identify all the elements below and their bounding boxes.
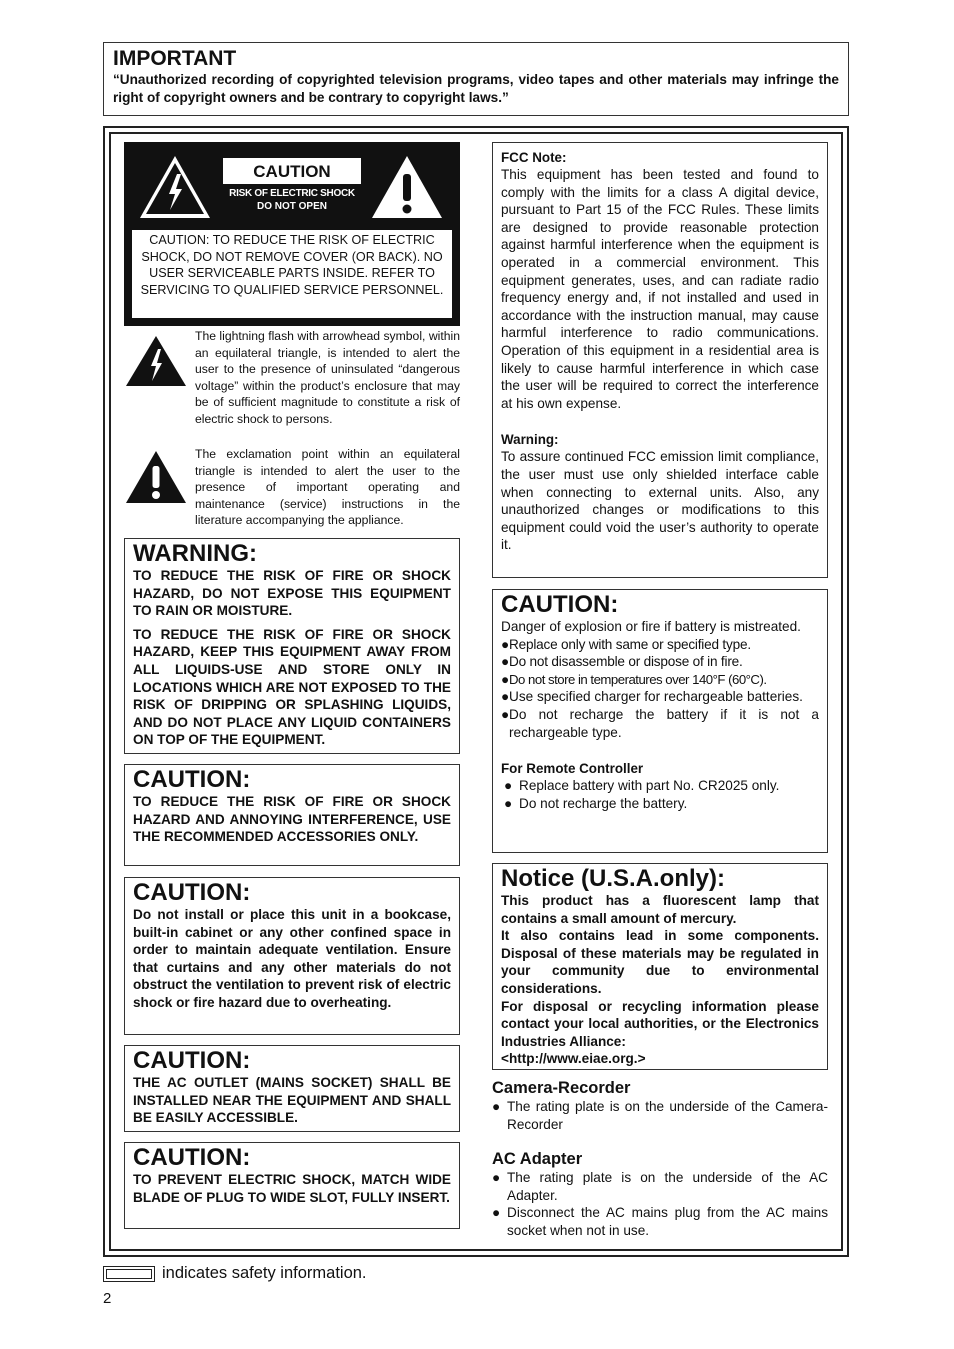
bullet-icon: ● xyxy=(501,706,510,722)
caution-plug-box xyxy=(124,1142,460,1229)
warning-title: WARNING: xyxy=(133,540,257,567)
caution-outlet-box xyxy=(124,1045,460,1132)
battery-caution-box xyxy=(492,589,828,853)
notice-url: <http://www.eiae.org.> xyxy=(501,1051,646,1067)
fcc-warning-text: To assure continued FCC emission limit compliance, the user must use only shielded interface cable when connecting to external units. Also, any unauthorized changes or modifications to this equipment could void the user’s authority to operate it. xyxy=(501,449,819,553)
battery-caution-intro: Danger of explosion or fire if battery is mistreated. xyxy=(501,619,801,634)
camera-recorder-item xyxy=(492,1098,828,1133)
notice-box xyxy=(492,863,828,1070)
fcc-note-text: This equipment has been tested and found to comply with the limits for a class A digital device, pursuant to Part 15 of the FCC Rules. These limits are designed to provide reasonable protection against harmful interference when the equipment is operated in a commercial environment. This equipment generates, uses, and can radiate radio frequency energy and, if not installed and used in accordance with the instruction manual, may cause harmful interference to radio communications. Operation of this equipment in a residential area is likely to cause harmful interference in which case the user will be required to correct the interference at his own expense. xyxy=(501,167,819,411)
caution-outlet-text: THE AC OUTLET (MAINS SOCKET) SHALL BE INSTALLED NEAR THE EQUIPMENT AND SHALL BE EASILY ACCESSIBLE. xyxy=(133,1075,451,1126)
remote-item-text: Do not recharge the battery. xyxy=(519,795,688,811)
remote-item-text: Replace battery with part No. CR2025 only. xyxy=(519,778,780,794)
safety-legend-text: indicates safety information. xyxy=(162,1264,367,1282)
caution-accessories-box xyxy=(124,764,460,866)
caution-ventilation-text: Do not install or place this unit in a bookcase, built-in cabinet or any other confined space in order to maintain adequate ventilation. Ensure that curtains and any other materials do not obstruct the ventilation to prevent risk of electric shock or fire hazard due to overheating. xyxy=(133,907,451,1010)
page-number: 2 xyxy=(103,1290,112,1307)
caution-accessories-title: CAUTION: xyxy=(133,766,251,793)
ac-adapter-title: AC Adapter xyxy=(492,1150,583,1168)
battery-item-text: Use specified charger for rechargeable batteries. xyxy=(509,689,803,705)
caution-ventilation-box xyxy=(124,877,460,1035)
battery-item xyxy=(501,688,819,706)
camera-recorder-item-text: The rating plate is on the underside of the Camera-Recorder xyxy=(507,1099,828,1132)
important-title: IMPORTANT xyxy=(113,47,237,70)
caution-label-center xyxy=(221,156,363,218)
safety-legend-symbol xyxy=(103,1266,155,1282)
battery-item xyxy=(501,671,819,689)
important-box xyxy=(103,42,849,116)
ac-adapter-section xyxy=(492,1149,828,1239)
bullet-icon: ● xyxy=(492,1170,501,1185)
caution-ventilation-title: CAUTION: xyxy=(133,879,251,906)
ac-adapter-item xyxy=(492,1169,828,1204)
bullet-icon: ● xyxy=(504,795,513,811)
remote-controller-title: For Remote Controller xyxy=(501,761,644,777)
caution-label-text: CAUTION: TO REDUCE THE RISK OF ELECTRIC SHOCK, DO NOT REMOVE COVER (OR BACK). NO USER SERVICEABLE PARTS INSIDE. REFER TO SERVICING TO QUALIFIED SERVICE PERSONNEL. xyxy=(132,230,452,318)
remote-item xyxy=(501,777,819,795)
exclamation-symbol-icon xyxy=(125,450,187,504)
lightning-explanation: The lightning flash with arrowhead symbol, within an equilateral triangle, is intended to alert the user to the presence of uninsulated “dangerous voltage” within the product’s enclosure that may be of sufficient magnitude to constitute a risk of electric shock to persons. xyxy=(195,329,460,426)
camera-recorder-title: Camera-Recorder xyxy=(492,1079,631,1097)
warning-paragraph-2: TO REDUCE THE RISK OF FIRE OR SHOCK HAZARD, KEEP THIS EQUIPMENT AWAY FROM ALL LIQUIDS-USE AND STORE ONLY IN LOCATIONS WHICH ARE NOT EXPOSED TO THE RISK OF DRIPPING OR SPLASHING LIQUIDS, AND DO NOT PLACE ANY LIQUID CONTAINERS ON TOP OF THE EQUIPMENT. xyxy=(133,626,451,748)
bullet-icon: ● xyxy=(501,636,510,652)
ac-adapter-item xyxy=(492,1204,828,1239)
fcc-note-box xyxy=(492,142,828,578)
warning-paragraph-1: TO REDUCE THE RISK OF FIRE OR SHOCK HAZARD, DO NOT EXPOSE THIS EQUIPMENT TO RAIN OR MOISTURE. xyxy=(133,568,451,619)
important-text: “Unauthorized recording of copyrighted television programs, video tapes and other materials may infringe the right of copyright owners and be contrary to copyright laws.” xyxy=(113,72,839,105)
notice-paragraph-2: It also contains lead in some components. Disposal of these materials may be regulated in your community due to environmental considerations. xyxy=(501,928,819,996)
battery-item-text: Do not disassemble or dispose of in fire. xyxy=(509,654,743,670)
battery-item xyxy=(501,706,819,741)
exclamation-triangle-icon xyxy=(370,154,444,220)
bullet-icon: ● xyxy=(501,671,510,687)
battery-item xyxy=(501,653,819,671)
bullet-icon: ● xyxy=(492,1099,501,1114)
notice-title: Notice (U.S.A.only): xyxy=(501,865,726,892)
lightning-triangle-icon xyxy=(138,154,212,220)
caution-outlet-title: CAUTION: xyxy=(133,1047,251,1074)
bullet-icon: ● xyxy=(501,689,510,705)
notice-paragraph-3: For disposal or recycling information please contact your local authorities, or the Electronics Industries Alliance: xyxy=(501,998,819,1049)
lightning-symbol-icon xyxy=(125,335,187,387)
caution-label xyxy=(124,142,460,326)
fcc-note-title: FCC Note: xyxy=(501,150,567,165)
fcc-warning-title: Warning: xyxy=(501,432,559,448)
notice-paragraph-1: This product has a fluorescent lamp that contains a small amount of mercury. xyxy=(501,893,819,926)
warning-box xyxy=(124,538,460,754)
ac-adapter-item-text: The rating plate is on the underside of the AC Adapter. xyxy=(507,1170,828,1203)
exclamation-explanation: The exclamation point within an equilateral triangle is intended to alert the user to the presence of important operating and maintenance (service) instructions in the literature accompanying the appliance. xyxy=(195,447,460,528)
battery-item-text: Do not recharge the battery if it is not a rechargeable type. xyxy=(509,706,819,740)
battery-item-text: Do not store in temperatures over 140°F (60°C). xyxy=(509,671,767,687)
remote-item xyxy=(501,795,819,813)
caution-label-title: CAUTION xyxy=(223,158,361,184)
caution-label-sub2: DO NOT OPEN xyxy=(256,201,327,212)
battery-item xyxy=(501,636,819,654)
bullet-icon: ● xyxy=(501,654,510,670)
caution-plug-text: TO PREVENT ELECTRIC SHOCK, MATCH WIDE BLADE OF PLUG TO WIDE SLOT, FULLY INSERT. xyxy=(133,1172,451,1205)
camera-recorder-section xyxy=(492,1078,828,1133)
bullet-icon: ● xyxy=(492,1205,501,1221)
caution-accessories-text: TO REDUCE THE RISK OF FIRE OR SHOCK HAZARD AND ANNOYING INTERFERENCE, USE THE RECOMMENDED ACCESSORIES ONLY. xyxy=(133,794,451,845)
caution-plug-title: CAUTION: xyxy=(133,1144,251,1171)
battery-item-text: Replace only with same or specified type. xyxy=(509,636,751,652)
caution-label-sub1: RISK OF ELECTRIC SHOCK xyxy=(229,188,355,199)
bullet-icon: ● xyxy=(504,778,513,794)
ac-adapter-item-text: Disconnect the AC mains plug from the AC mains socket when not in use. xyxy=(507,1205,828,1238)
battery-caution-title: CAUTION: xyxy=(501,591,619,618)
